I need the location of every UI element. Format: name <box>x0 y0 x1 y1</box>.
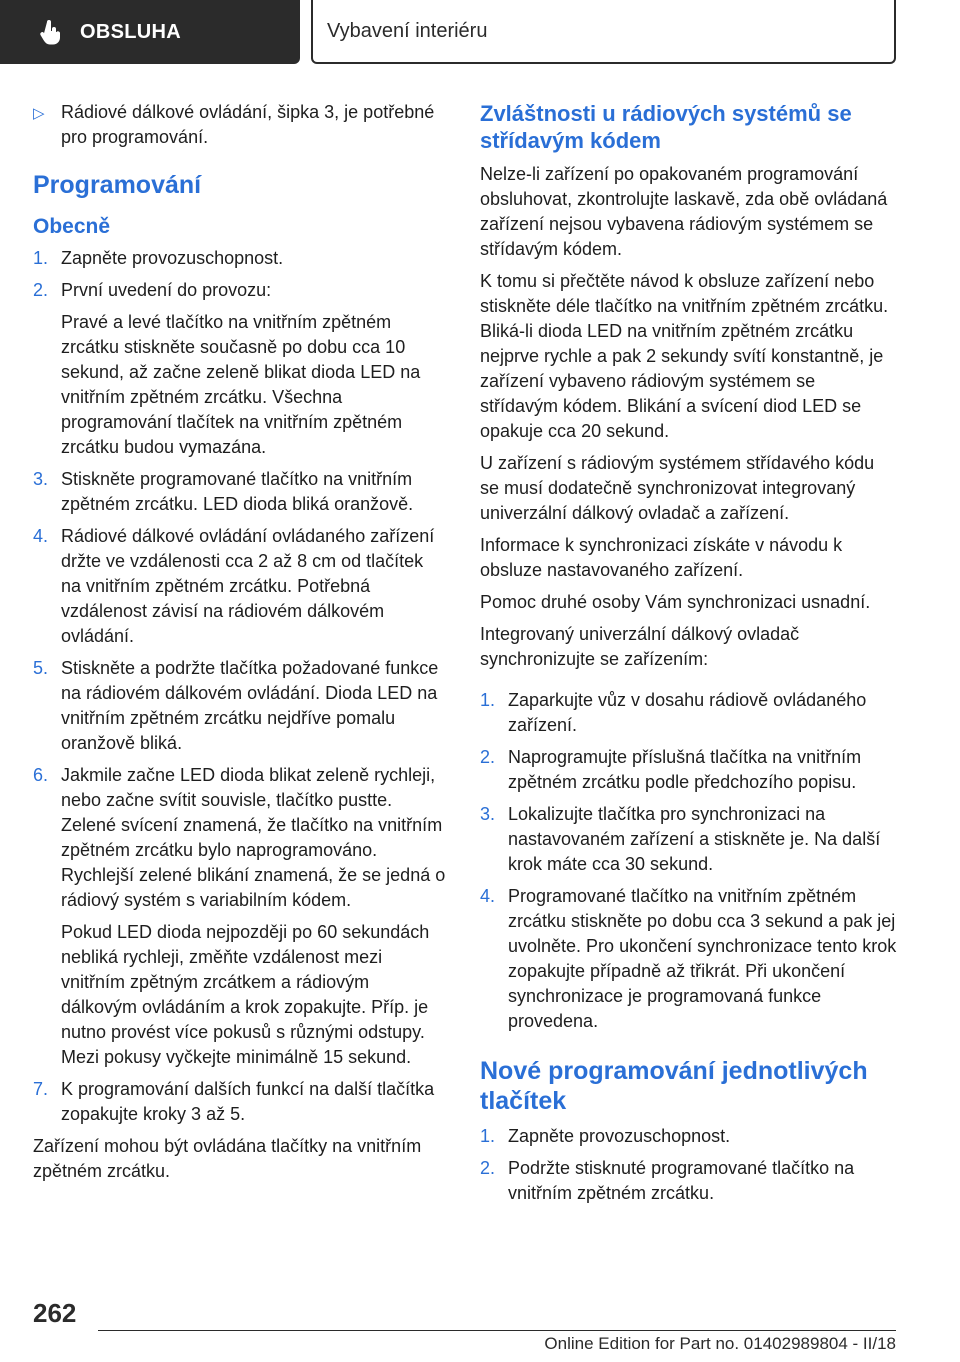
right-column <box>480 100 898 1213</box>
step-text: Stiskněte a podržte tlačítka požadované funkce na rádiovém dálkovém ovládání. Dioda LED na vnitřním zpětném zrcátku nejdříve pomalu oranžově bliká. <box>61 658 439 753</box>
section-title-tab <box>311 0 896 64</box>
paragraph: K tomu si přečtěte návod k obsluze zařízení nebo stiskněte déle tlačítko na vnitřním zpětném zrcátku. Bliká-li dioda LED na vnitřním zpětném zrcátku nejprve rychle a pak 2 sekundy svítí konstantně, je zařízení vybaveno rádiovým systémem se střídavým kódem. Blikání a svícení diod LED se opakuje cca 20 sekund. <box>480 271 889 441</box>
step-text: Stiskněte programované tlačítko na vnitřním zpětném zrcátku. LED dioda bliká oranžově. <box>61 469 414 514</box>
heading-nove-programovani: Nové programování jednotlivých tlačítek <box>480 1057 868 1115</box>
step-number: 4. <box>33 526 49 546</box>
list-item <box>33 467 448 517</box>
step-number: 2. <box>33 280 49 300</box>
heading-programovani: Programování <box>33 171 202 199</box>
hand-pointer-icon <box>38 19 64 45</box>
note-text: Rádiové dálkové ovládání, šipka 3, je potřebné pro programování. <box>61 102 435 147</box>
list-item <box>33 656 448 756</box>
list-item <box>33 246 448 271</box>
closing-paragraph: Zařízení mohou být ovládána tlačítky na vnitřním zpětném zrcátku. <box>33 1136 422 1181</box>
triangle-marker-icon: ▷ <box>33 105 45 122</box>
step-number: 3. <box>33 469 49 489</box>
paragraph: Pomoc druhé osoby Vám synchronizaci usnadní. <box>480 592 871 612</box>
step-text: Podržte stisknuté programované tlačítko na vnitřním zpětném zrcátku. <box>508 1158 855 1203</box>
step-number: 7. <box>33 1079 49 1099</box>
list-item <box>33 278 448 460</box>
list-item <box>480 802 898 877</box>
step-number: 1. <box>33 248 49 268</box>
step-list <box>33 246 448 1127</box>
heading-zvlastnosti: Zvláštnosti u rádiových systémů se střídavým kódem <box>480 101 852 153</box>
paragraph: Nelze-li zařízení po opakovaném programování obsluhovat, zkontrolujte laskavě, zda obě ovládaná zařízení nejsou vybavena rádiovým systémem se střídavým kódem. <box>480 164 888 259</box>
note-paragraph <box>33 100 448 150</box>
step-subtext: Pravé a levé tlačítko na vnitřním zpětném zrcátku stiskněte současně po dobu cca 10 sekund, až začne zeleně blikat dioda LED na vnitřním zpětném zrcátku. Všechna programování tlačítek na vnitřním zpětném zrcátku budou vymazána. <box>61 312 421 457</box>
tab-obsluha <box>0 0 300 64</box>
paragraph: U zařízení s rádiovým systémem střídavého kódu se musí dodatečně synchronizovat integrovaný univerzální dálkový ovladač a zařízení. <box>480 453 875 523</box>
left-column <box>33 100 448 1191</box>
list-item <box>480 884 898 1034</box>
step-number: 2. <box>480 1158 496 1178</box>
step-text: Lokalizujte tlačítka pro synchronizaci na nastavovaném zařízení a stiskněte je. Na další krok máte cca 30 sekund. <box>508 804 881 874</box>
footer-divider <box>98 1330 896 1331</box>
step-text: Naprogramujte příslušná tlačítka na vnitřním zpětném zrcátku podle předchozího popisu. <box>508 747 862 792</box>
step-number: 1. <box>480 1126 496 1146</box>
step-number: 5. <box>33 658 49 678</box>
step-number: 1. <box>480 690 496 710</box>
step-text: Zaparkujte vůz v dosahu rádiově ovládaného zařízení. <box>508 690 867 735</box>
list-item <box>33 1077 448 1127</box>
list-item <box>480 745 898 795</box>
page-number: 262 <box>33 1298 77 1328</box>
list-item <box>480 1124 898 1149</box>
list-item <box>33 763 448 1070</box>
paragraph: Integrovaný univerzální dálkový ovladač synchronizujte se zařízením: <box>480 624 800 669</box>
list-item <box>480 688 898 738</box>
page-header <box>0 0 960 64</box>
step-subtext: Pokud LED dioda nejpozději po 60 sekundách nebliká rychleji, změňte vzdálenost mezi vnitřním zpětným zrcátkem a rádiovým dálkovým ovládáním a krok zopakujte. Příp. je nutno provést více pokusů s různými odstupy. Mezi pokusy vyčkejte minimálně 15 sekund. <box>61 922 430 1067</box>
step-number: 4. <box>480 886 496 906</box>
step-text: Jakmile začne LED dioda blikat zeleně rychleji, nebo začne svítit souvisle, tlačítko pustte. Zelené svícení znamená, že tlačítko na vnitřním zpětném zrcátku bylo naprogramováno. Rychlejší zelené blikání znamená, že se jedná o rádiový systém s variabilním kódem. <box>61 765 446 910</box>
tab-label: OBSLUHA <box>80 20 181 43</box>
list-item <box>480 1156 898 1206</box>
paragraph: Informace k synchronizaci získáte v návodu k obsluze nastavovaného zařízení. <box>480 535 843 580</box>
step-text: K programování dalších funkcí na další tlačítka zopakujte kroky 3 až 5. <box>61 1079 435 1124</box>
sync-step-list <box>480 688 898 1034</box>
edition-text: Online Edition for Part no. 01402989804 - II/18 <box>544 1334 896 1353</box>
list-item <box>33 524 448 649</box>
step-number: 2. <box>480 747 496 767</box>
step-text: Zapněte provozuschopnost. <box>508 1126 731 1146</box>
step-text: První uvedení do provozu: <box>61 280 272 300</box>
section-label: Vybavení interiéru <box>327 19 488 42</box>
step-text: Rádiové dálkové ovládání ovládaného zařízení držte ve vzdálenosti cca 2 až 8 cm od tlačítek na vnitřním zpětném zrcátku. Potřebná vzdálenost závisí na rádiovém dálkovém ovládání. <box>61 526 435 646</box>
step-text: Zapněte provozuschopnost. <box>61 248 284 268</box>
step-text: Programované tlačítko na vnitřním zpětném zrcátku stiskněte po dobu cca 3 sekund a pak jej uvolněte. Pro ukončení synchronizace tento krok zopakujte případně až třikrát. Při ukončení synchronizace je programovaná funkce provedena. <box>508 886 897 1031</box>
subheading-obecne: Obecně <box>33 215 111 238</box>
reprogram-step-list <box>480 1124 898 1206</box>
step-number: 3. <box>480 804 496 824</box>
step-number: 6. <box>33 765 49 785</box>
